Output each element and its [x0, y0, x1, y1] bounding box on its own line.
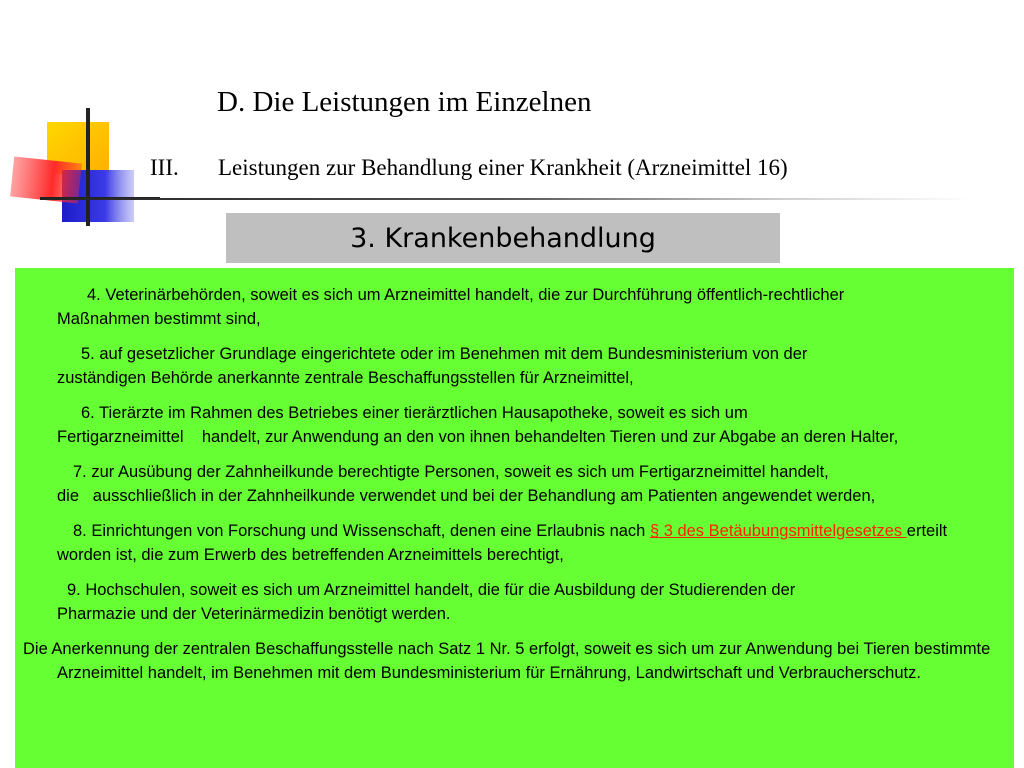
item-4-rest: Maßnahmen bestimmt sind, — [57, 309, 261, 328]
item-5-rest: zuständigen Behörde anerkannte zentrale Beschaffungsstellen für Arzneimittel, — [57, 368, 634, 387]
list-item-8 — [57, 520, 1004, 567]
content-panel — [15, 268, 1014, 768]
subheading-box — [226, 213, 780, 263]
item-6-rest: Fertigarzneimittel handelt, zur Anwendung an den von ihnen behandelten Tieren und zur Abgabe an deren Halter, — [57, 427, 899, 446]
list-item-4 — [57, 284, 1004, 331]
logo-vertical-line — [86, 108, 90, 226]
section-number: III. — [150, 155, 179, 180]
list-item-9 — [57, 579, 1004, 626]
item-7-lead: 7. zur Ausübung der Zahnheilkunde berechtigte Personen, soweit es sich um Fertigarzneimittel handelt, — [73, 463, 829, 481]
section-heading — [150, 155, 788, 181]
list-item-5 — [57, 343, 1004, 390]
subheading-text: 3. Krankenbehandlung — [350, 222, 656, 254]
item-8-rest: erteilt worden ist, die zum Erwerb des betreffenden Arzneimittels berechtigt, — [57, 522, 948, 564]
item-8-lead: 8. Einrichtungen von Forschung und Wissenschaft, denen eine Erlaubnis nach — [73, 522, 650, 540]
item-9-rest: Pharmazie und der Veterinärmedizin benötigt werden. — [57, 604, 451, 623]
item-4-lead: 4. Veterinärbehörden, soweit es sich um Arzneimittel handelt, die zur Durchführung öffentlich-rechtlicher — [87, 286, 845, 304]
item-7-rest: die ausschließlich in der Zahnheilkunde verwendet und bei der Behandlung am Patienten angewendet werden, — [57, 486, 876, 505]
item-6-lead: 6. Tierärzte im Rahmen des Betriebes einer tierärztlichen Hausapotheke, soweit es sich um — [81, 404, 748, 422]
btmg-link[interactable]: § 3 des Betäubungsmittelgesetzes — [649, 522, 907, 540]
page-title: D. Die Leistungen im Einzelnen — [217, 86, 592, 118]
item-5-lead: 5. auf gesetzlicher Grundlage eingerichtete oder im Benehmen mit dem Bundesministerium von der — [81, 345, 808, 363]
section-title: Leistungen zur Behandlung einer Krankheit (Arzneimittel 16) — [218, 155, 788, 180]
final-paragraph: Die Anerkennung der zentralen Beschaffungsstelle nach Satz 1 Nr. 5 erfolgt, soweit es sich um zur Anwendung bei Tieren bestimmte Arzneimittel handelt, im Benehmen mit dem Bundesministerium für Ernährung, Landwirtschaft und Verbraucherschutz. — [23, 640, 991, 682]
item-9-lead: 9. Hochschulen, soweit es sich um Arzneimittel handelt, die für die Ausbildung der Studierenden der — [67, 581, 796, 599]
logo-red-square — [10, 157, 82, 204]
list-item-6 — [57, 402, 1004, 449]
list-item-7 — [57, 461, 1004, 508]
decorative-logo — [0, 0, 200, 240]
header-divider — [40, 198, 970, 200]
